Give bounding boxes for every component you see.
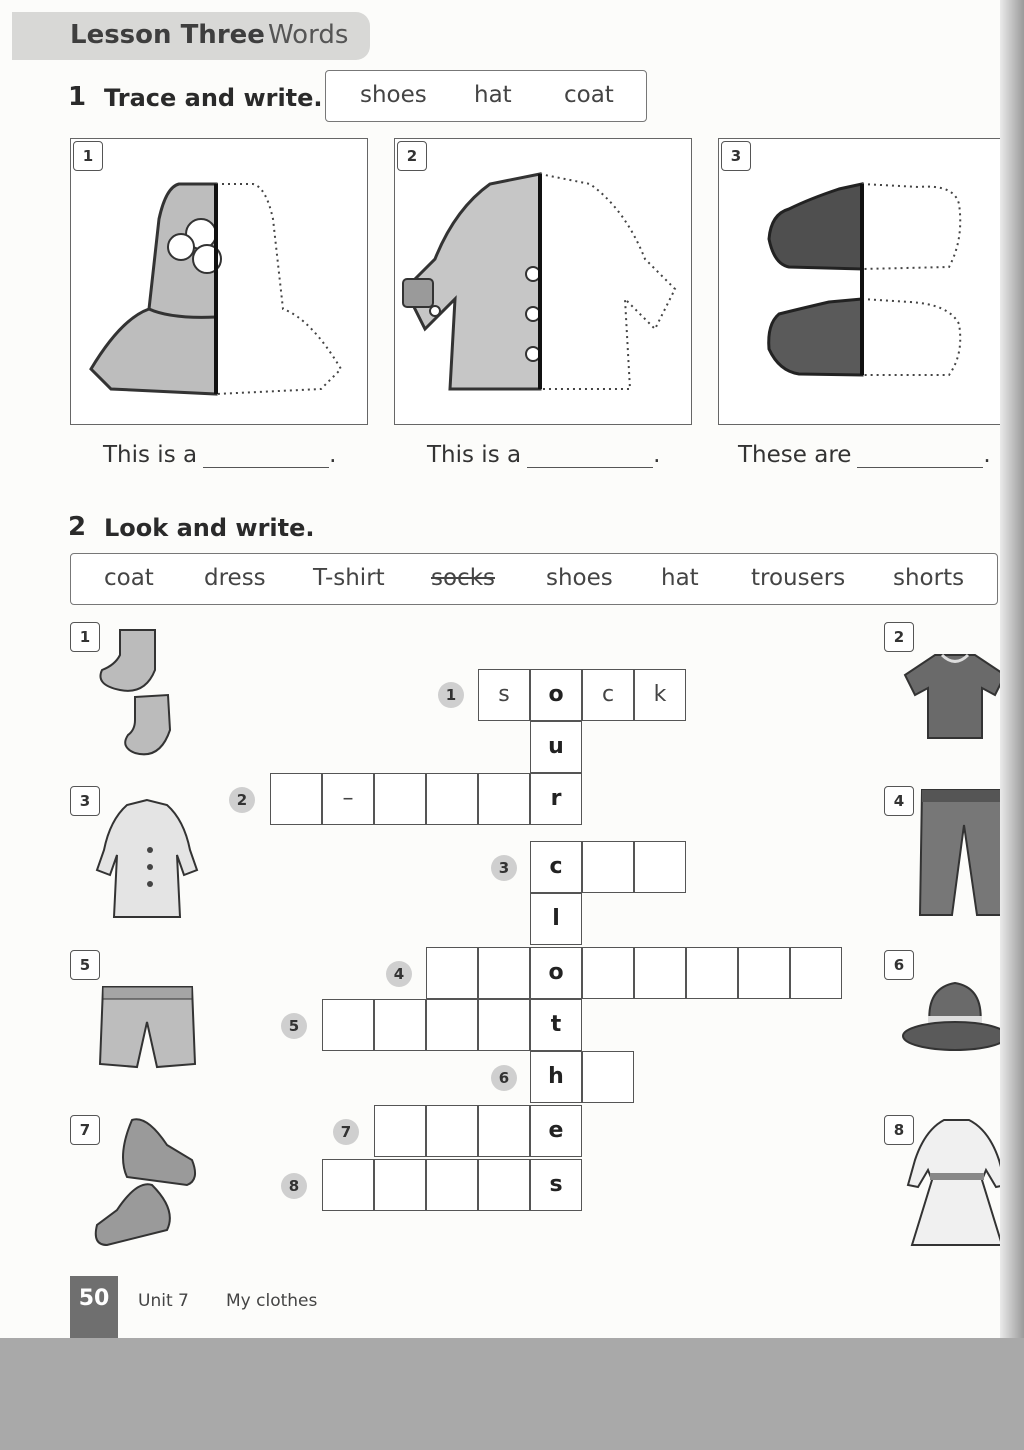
trousers-icon xyxy=(912,785,1012,925)
crossword-cell[interactable] xyxy=(426,947,478,999)
page-edge-shadow xyxy=(1000,0,1024,1338)
crossword-cell[interactable] xyxy=(634,841,686,893)
coat-icon xyxy=(92,795,202,925)
exercise-1-number: 1 xyxy=(68,82,87,112)
unit-label: Unit 7 xyxy=(138,1291,189,1311)
exercise-2-word-bank xyxy=(70,553,998,605)
crossword-cell[interactable] xyxy=(322,1159,374,1211)
page-number: 50 xyxy=(70,1276,118,1338)
crossword-cell[interactable] xyxy=(478,947,530,999)
hat-icon xyxy=(900,978,1010,1063)
crossword-clue-number: 3 xyxy=(491,855,517,881)
sentence-start: This is a xyxy=(103,442,198,468)
crossword-cell[interactable] xyxy=(738,947,790,999)
word-bank-item: dress xyxy=(204,565,266,591)
lesson-subtitle: Words xyxy=(268,20,349,50)
crossword-cell[interactable] xyxy=(426,1159,478,1211)
crossword-cell[interactable]: k xyxy=(634,669,686,721)
picture-number: 5 xyxy=(70,950,100,980)
hat-icon xyxy=(71,139,367,424)
crossword-clue-number: 6 xyxy=(491,1065,517,1091)
period: . xyxy=(983,442,991,468)
sentence-start: These are xyxy=(738,442,852,468)
picture-number: 1 xyxy=(70,622,100,652)
coat-icon xyxy=(395,139,691,424)
crossword-cell[interactable] xyxy=(322,999,374,1051)
picture-box-1 xyxy=(70,138,368,425)
t-shirt-icon xyxy=(900,650,1010,745)
shoes-icon xyxy=(92,1115,202,1255)
crossword-cell[interactable] xyxy=(582,1051,634,1103)
crossword-clue-number: 7 xyxy=(333,1119,359,1145)
word-bank-item: trousers xyxy=(751,565,846,591)
crossword-cell[interactable] xyxy=(478,1105,530,1157)
crossword-hidden-letter-cell[interactable]: s xyxy=(530,1159,582,1211)
crossword-clue-number: 2 xyxy=(229,787,255,813)
crossword-cell[interactable] xyxy=(686,947,738,999)
word-bank-item: shorts xyxy=(893,565,965,591)
crossword-hidden-letter-cell[interactable]: u xyxy=(530,721,582,773)
lesson-title: Lesson Three xyxy=(70,20,265,50)
exercise-1-word-bank xyxy=(325,70,647,122)
crossword-hidden-letter-cell[interactable]: c xyxy=(530,841,582,893)
word-bank-item: coat xyxy=(564,82,614,108)
sentence-1 xyxy=(103,442,336,468)
exercise-2-number: 2 xyxy=(68,512,87,542)
dress-icon xyxy=(904,1115,1009,1250)
shorts-icon xyxy=(95,982,200,1077)
crossword-cell[interactable] xyxy=(374,1159,426,1211)
exercise-2-title: Look and write. xyxy=(104,514,315,542)
exercise-1-title: Trace and write. xyxy=(104,84,323,112)
word-bank-item: shoes xyxy=(360,82,427,108)
crossword-cell[interactable] xyxy=(478,1159,530,1211)
picture-box-3 xyxy=(718,138,1016,425)
sentence-3 xyxy=(738,442,991,468)
picture-number: 7 xyxy=(70,1115,100,1145)
word-bank-item: coat xyxy=(104,565,154,591)
picture-number: 6 xyxy=(884,950,914,980)
picture-number: 8 xyxy=(884,1115,914,1145)
picture-number: 4 xyxy=(884,786,914,816)
scan-background-strip xyxy=(0,1338,1024,1450)
picture-number: 3 xyxy=(70,786,100,816)
crossword-clue-number: 4 xyxy=(386,961,412,987)
picture-number: 2 xyxy=(397,141,427,171)
period: . xyxy=(329,442,337,468)
sentence-start: This is a xyxy=(427,442,522,468)
shoes-icon xyxy=(719,139,1015,424)
crossword-cell[interactable] xyxy=(426,999,478,1051)
crossword-clue-number: 1 xyxy=(438,682,464,708)
crossword-hidden-letter-cell[interactable]: l xyxy=(530,893,582,945)
crossword-cell[interactable] xyxy=(374,999,426,1051)
sentence-2 xyxy=(427,442,660,468)
word-bank-item: shoes xyxy=(546,565,613,591)
word-bank-item: hat xyxy=(474,82,512,108)
picture-number: 2 xyxy=(884,622,914,652)
crossword-hidden-letter-cell[interactable]: o xyxy=(530,947,582,999)
answer-blank[interactable] xyxy=(527,445,653,468)
picture-box-2 xyxy=(394,138,692,425)
crossword-cell[interactable] xyxy=(582,947,634,999)
crossword-cell[interactable] xyxy=(790,947,842,999)
unit-title: My clothes xyxy=(226,1291,318,1311)
crossword-hidden-letter-cell[interactable]: h xyxy=(530,1051,582,1103)
crossword-hidden-letter-cell[interactable]: t xyxy=(530,999,582,1051)
crossword-cell[interactable]: – xyxy=(322,773,374,825)
crossword-hidden-letter-cell[interactable]: r xyxy=(530,773,582,825)
crossword-cell[interactable]: s xyxy=(478,669,530,721)
crossword-cell[interactable] xyxy=(426,773,478,825)
word-bank-item: hat xyxy=(661,565,699,591)
crossword-cell[interactable] xyxy=(374,773,426,825)
answer-blank[interactable] xyxy=(857,445,983,468)
crossword-cell[interactable] xyxy=(478,999,530,1051)
crossword-cell[interactable] xyxy=(270,773,322,825)
crossword-cell[interactable] xyxy=(478,773,530,825)
crossword-cell[interactable] xyxy=(374,1105,426,1157)
picture-number: 1 xyxy=(73,141,103,171)
crossword-cell[interactable] xyxy=(426,1105,478,1157)
crossword-hidden-letter-cell[interactable]: e xyxy=(530,1105,582,1157)
crossword-cell[interactable]: c xyxy=(582,669,634,721)
word-bank-item-crossed: socks xyxy=(431,565,496,591)
period: . xyxy=(653,442,661,468)
picture-number: 3 xyxy=(721,141,751,171)
crossword-clue-number: 8 xyxy=(281,1173,307,1199)
answer-blank[interactable] xyxy=(203,445,329,468)
crossword-hidden-letter-cell[interactable]: o xyxy=(530,669,582,721)
crossword-clue-number: 5 xyxy=(281,1013,307,1039)
socks-icon xyxy=(90,625,200,765)
crossword-cell[interactable] xyxy=(634,947,686,999)
word-bank-item: T-shirt xyxy=(313,565,385,591)
crossword-cell[interactable] xyxy=(582,841,634,893)
